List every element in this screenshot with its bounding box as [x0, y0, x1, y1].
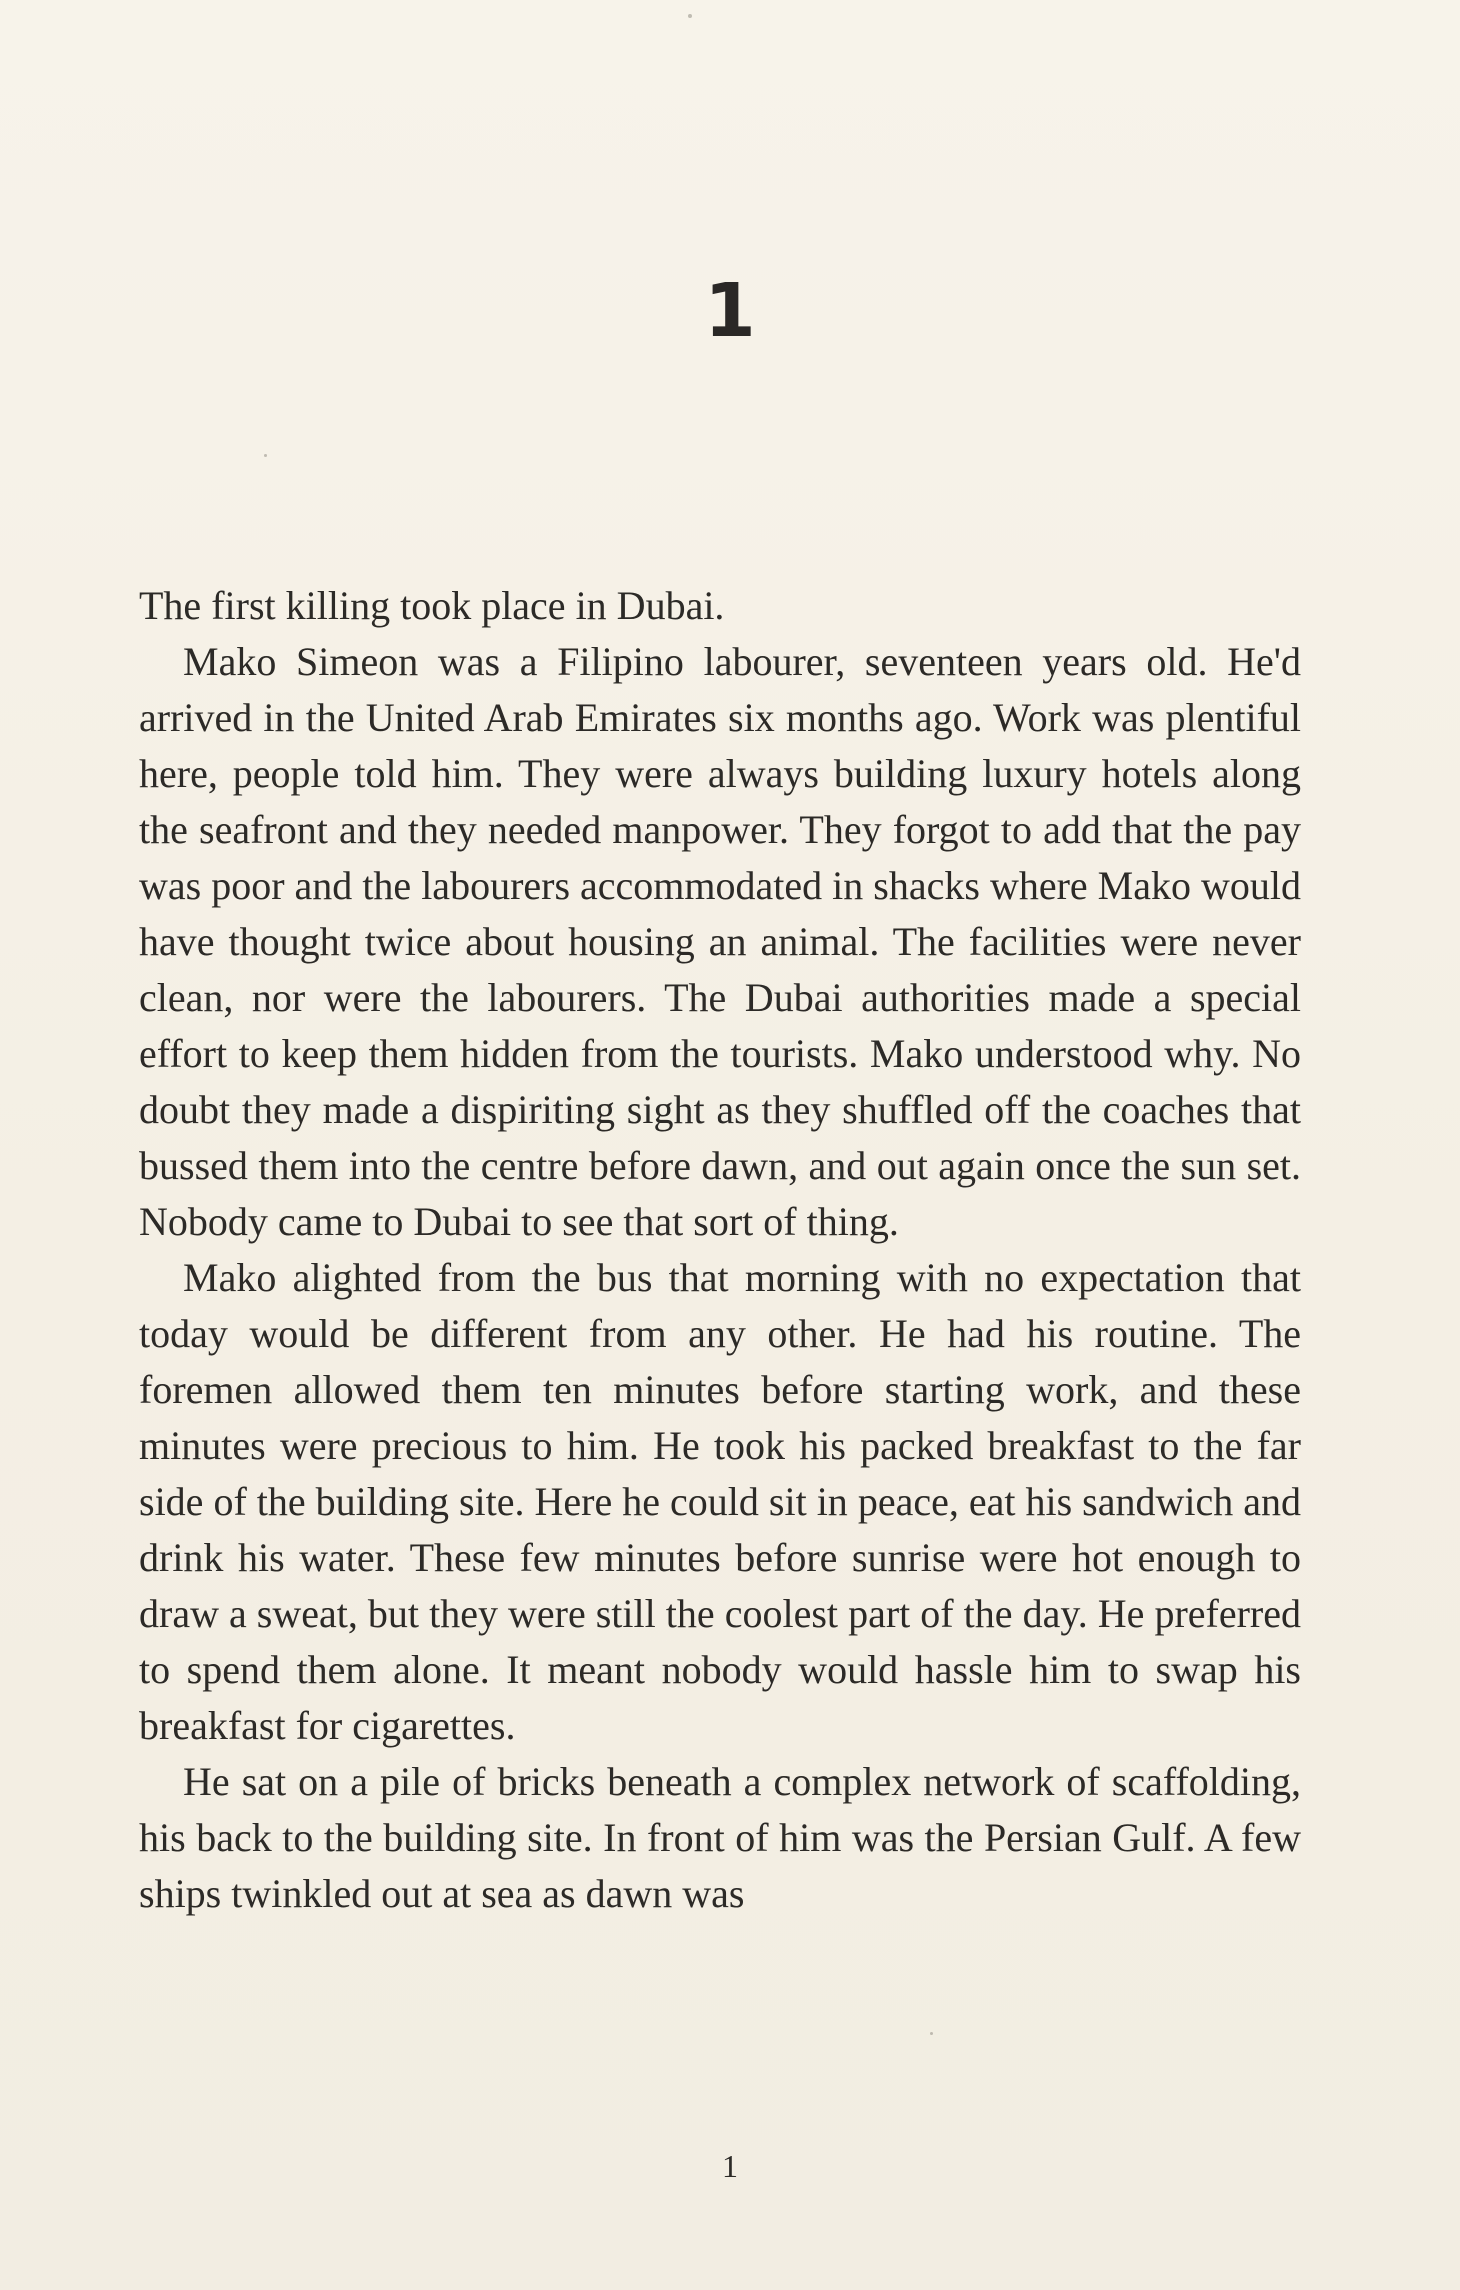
paragraph: He sat on a pile of bricks beneath a complex network of scaffolding, his back to the building site. In front of him was the Persian Gulf. A few ships twinkled out at sea as dawn was — [139, 1759, 1301, 1916]
paragraph: Mako alighted from the bus that morning with no expectation that today would be different from any other. He had his routine. The foremen allowed them ten minutes before starting work, and these minutes were precious to him. He took his packed breakfast to the far side of the building site. Here he could sit in peace, eat his sandwich and drink his water. These few minutes before sunrise were hot enough to draw a sweat, but they were still the coolest part of the day. He preferred to spend them alone. It meant nobody would hassle him to swap his breakfast for cigarettes. — [139, 1255, 1301, 1748]
paper-speck — [930, 2032, 933, 2035]
chapter-number: 1 — [704, 268, 756, 354]
paragraph: Mako Simeon was a Filipino labourer, seventeen years old. He'd arrived in the United Arab Emirates six months ago. Work was plentiful here, people told him. They were always building luxury hotels along the seafront and they needed manpower. They forgot to add that the pay was poor and the labourers accommodated in shacks where Mako would have thought twice about housing an animal. The facilities were never clean, nor were the labourers. The Dubai authorities made a special effort to keep them hidden from the tourists. Mako understood why. No doubt they made a dispiriting sight as they shuffled off the coaches that bussed them into the centre before dawn, and out again once the sun set. Nobody came to Dubai to see that sort of thing. — [139, 639, 1301, 1244]
body-text — [139, 578, 1301, 1922]
paper-speck — [264, 454, 267, 457]
paper-speck — [688, 14, 692, 18]
paragraph: The first killing took place in Dubai. — [139, 583, 725, 628]
page-number: 1 — [722, 2148, 738, 2184]
